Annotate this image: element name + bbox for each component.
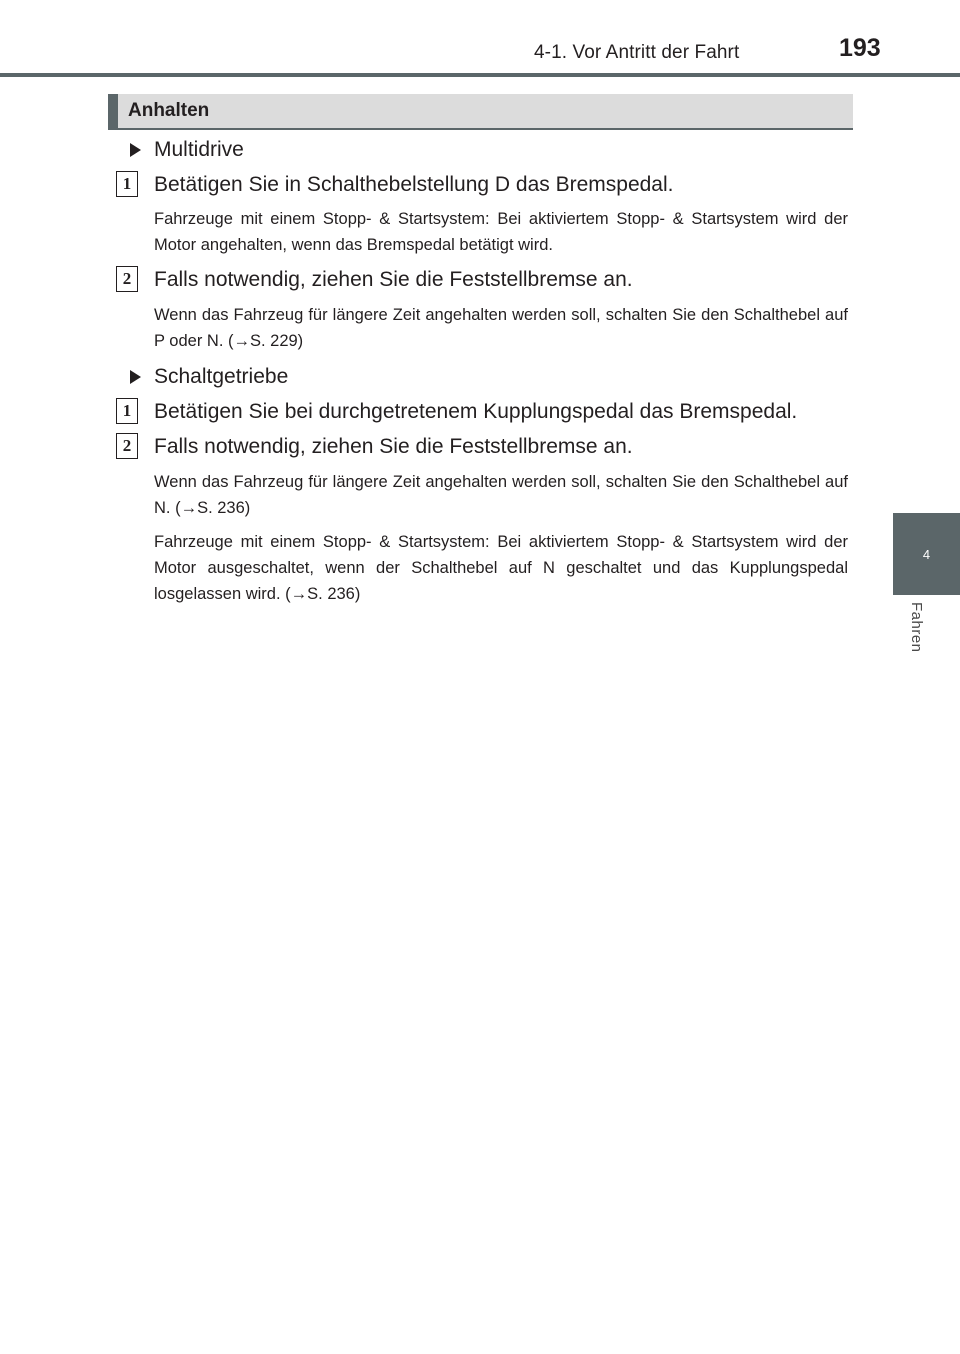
multidrive-step-1 xyxy=(122,173,848,197)
step-number-badge: 2 xyxy=(116,266,138,292)
manual-step-2-note-1: Wenn das Fahrzeug für längere Zeit angehalten werden soll, schalten Sie den Schalthebel auf N. (→S. 236) xyxy=(154,473,848,517)
step-text: Betätigen Sie bei durchgetretenem Kupplungspedal das Bremspedal. xyxy=(154,400,798,423)
step-text: Falls notwendig, ziehen Sie die Feststellbremse an. xyxy=(154,268,633,291)
multidrive-heading xyxy=(154,138,848,162)
multidrive-heading-text: Multidrive xyxy=(154,138,244,161)
step-text: Betätigen Sie in Schalthebelstellung D das Bremspedal. xyxy=(154,173,674,196)
multidrive-step-2 xyxy=(122,268,848,292)
header-section-title: 4-1. Vor Antritt der Fahrt xyxy=(534,42,740,63)
chapter-number: 4 xyxy=(922,546,931,562)
triangle-bullet-icon xyxy=(130,370,141,384)
multidrive-step-1-note: Fahrzeuge mit einem Stopp- & Startsystem: Bei aktiviertem Stopp- & Startsystem wird der Motor angehalten, wenn das Bremspedal betätigt wird. xyxy=(154,210,848,254)
section-heading-accent xyxy=(108,94,118,128)
manual-heading xyxy=(154,365,848,389)
step-number-badge: 1 xyxy=(116,398,138,424)
header-divider xyxy=(0,73,960,77)
section-title: Anhalten xyxy=(128,100,210,121)
manual-step-2 xyxy=(122,435,848,459)
page-number: 193 xyxy=(839,34,881,62)
multidrive-step-2-note: Wenn das Fahrzeug für längere Zeit angehalten werden soll, schalten Sie den Schalthebel auf P oder N. (→S. 229) xyxy=(154,306,848,350)
triangle-bullet-icon xyxy=(130,143,141,157)
manual-heading-text: Schaltgetriebe xyxy=(154,365,289,388)
chapter-tab[interactable] xyxy=(893,513,960,595)
manual-step-2-note-2: Fahrzeuge mit einem Stopp- & Startsystem: Bei aktiviertem Stopp- & Startsystem wird der Motor ausgeschaltet, wenn der Schalthebel auf N geschaltet und das Kupplungspedal losgelassen wird. (→S. 236) xyxy=(154,533,848,603)
section-heading-bar xyxy=(108,94,853,130)
chapter-label: Fahren xyxy=(908,602,925,653)
step-number-badge: 2 xyxy=(116,433,138,459)
step-text: Falls notwendig, ziehen Sie die Feststellbremse an. xyxy=(154,435,633,458)
step-number-badge: 1 xyxy=(116,171,138,197)
manual-step-1 xyxy=(122,400,848,424)
